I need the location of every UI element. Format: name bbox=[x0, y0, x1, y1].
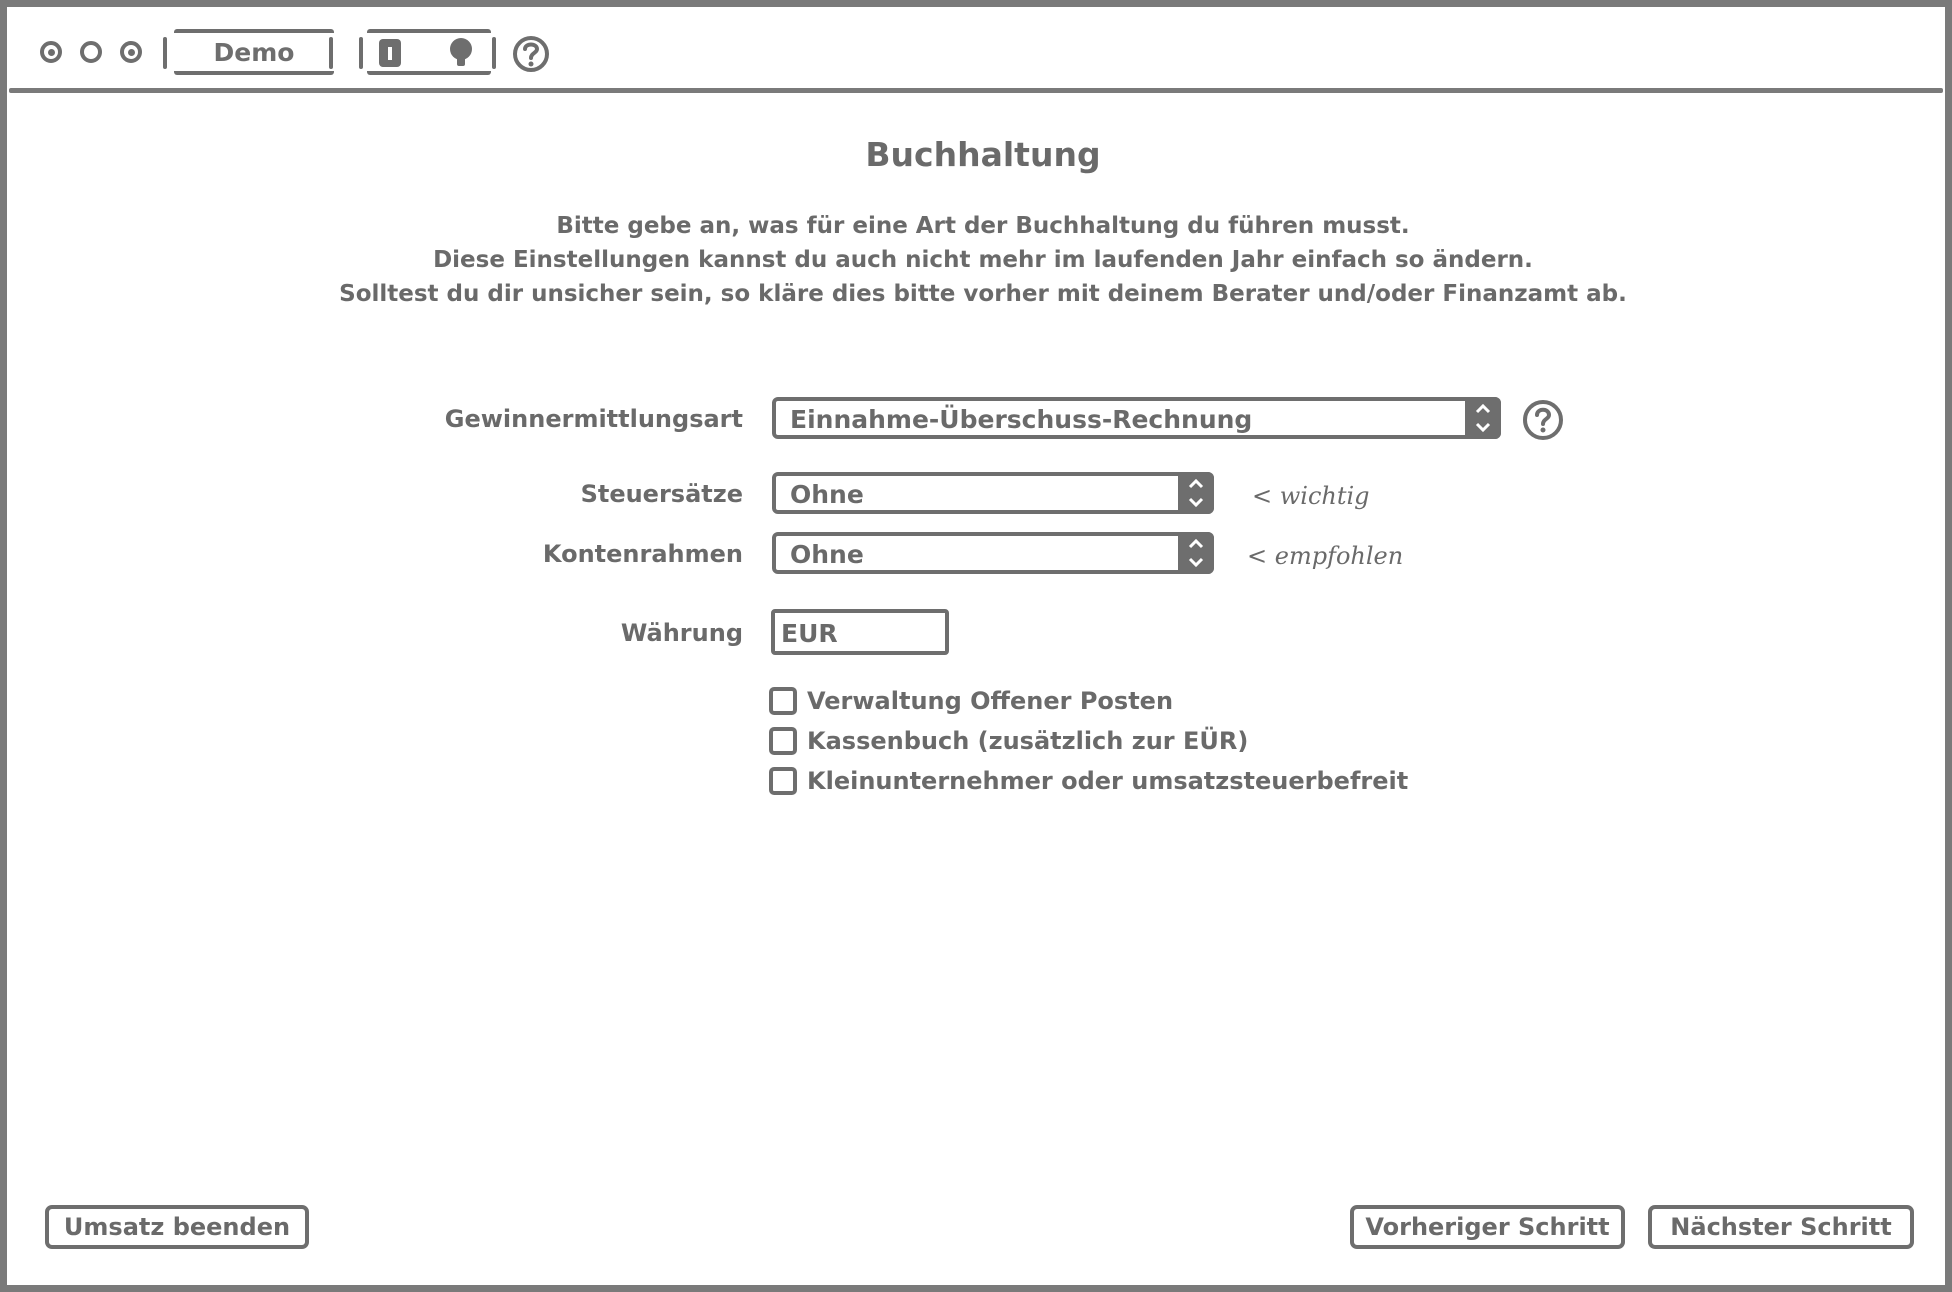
description-line-3: Solltest du dir unsicher sein, so kläre dies bitte vorher mit deinem Berater und/oder Finanzamt ab. bbox=[339, 281, 1627, 307]
chart-of-accounts-label: Kontenrahmen bbox=[542, 540, 743, 568]
toolbar-divider bbox=[329, 37, 333, 69]
small-business-option[interactable] bbox=[769, 767, 1408, 795]
tax-rates-value: Ohne bbox=[790, 480, 864, 509]
minimize-window-icon[interactable] bbox=[80, 41, 102, 63]
maximize-window-icon[interactable] bbox=[120, 41, 142, 63]
next-step-button[interactable]: Nächster Schritt bbox=[1648, 1205, 1914, 1249]
small-business-label: Kleinunternehmer oder umsatzsteuerbefreit bbox=[807, 767, 1409, 795]
cancel-button[interactable]: Umsatz beenden bbox=[45, 1205, 309, 1249]
tax-rates-note: < wichtig bbox=[1252, 482, 1370, 510]
close-window-icon[interactable] bbox=[40, 41, 62, 63]
profit-method-select[interactable] bbox=[772, 397, 1501, 439]
dropdown-arrow-icon[interactable] bbox=[1178, 532, 1214, 574]
cash-book-option[interactable] bbox=[769, 727, 1248, 755]
small-business-checkbox[interactable] bbox=[769, 767, 797, 795]
description-line-2: Diese Einstellungen kannst du auch nicht mehr im laufenden Jahr einfach so ändern. bbox=[433, 247, 1533, 273]
open-items-label: Verwaltung Offener Posten bbox=[807, 687, 1174, 715]
tax-rates-select[interactable] bbox=[772, 472, 1214, 514]
profit-method-help-icon[interactable] bbox=[1522, 398, 1564, 440]
chart-of-accounts-note: < empfohlen bbox=[1247, 542, 1404, 570]
toolbar-tool-group bbox=[367, 29, 491, 75]
toolbar bbox=[7, 7, 1945, 89]
profit-method-label: Gewinnermittlungsart bbox=[444, 405, 743, 433]
tax-rates-label: Steuersätze bbox=[580, 480, 743, 508]
open-items-option[interactable] bbox=[769, 687, 1173, 715]
help-icon[interactable] bbox=[512, 35, 550, 73]
toolbar-divider bbox=[163, 37, 167, 69]
toolbar-divider-line bbox=[9, 88, 1943, 93]
page-title: Buchhaltung bbox=[865, 135, 1101, 174]
chart-of-accounts-select[interactable] bbox=[772, 532, 1214, 574]
cash-book-label: Kassenbuch (zusätzlich zur EÜR) bbox=[807, 727, 1249, 755]
toolbar-divider bbox=[359, 37, 363, 69]
previous-step-button[interactable]: Vorheriger Schritt bbox=[1350, 1205, 1625, 1249]
open-items-checkbox[interactable] bbox=[769, 687, 797, 715]
info-icon[interactable] bbox=[379, 39, 401, 67]
demo-button[interactable]: Demo bbox=[174, 29, 334, 75]
dropdown-arrow-icon[interactable] bbox=[1465, 397, 1501, 439]
lightbulb-icon[interactable] bbox=[447, 37, 475, 69]
cash-book-checkbox[interactable] bbox=[769, 727, 797, 755]
profit-method-value: Einnahme-Überschuss-Rechnung bbox=[790, 405, 1253, 434]
currency-label: Währung bbox=[620, 619, 743, 647]
toolbar-divider bbox=[492, 37, 496, 69]
currency-value: EUR bbox=[781, 619, 838, 648]
dropdown-arrow-icon[interactable] bbox=[1178, 472, 1214, 514]
chart-of-accounts-value: Ohne bbox=[790, 540, 864, 569]
description-line-1: Bitte gebe an, was für eine Art der Buchhaltung du führen musst. bbox=[556, 213, 1410, 239]
currency-input[interactable] bbox=[771, 609, 949, 655]
